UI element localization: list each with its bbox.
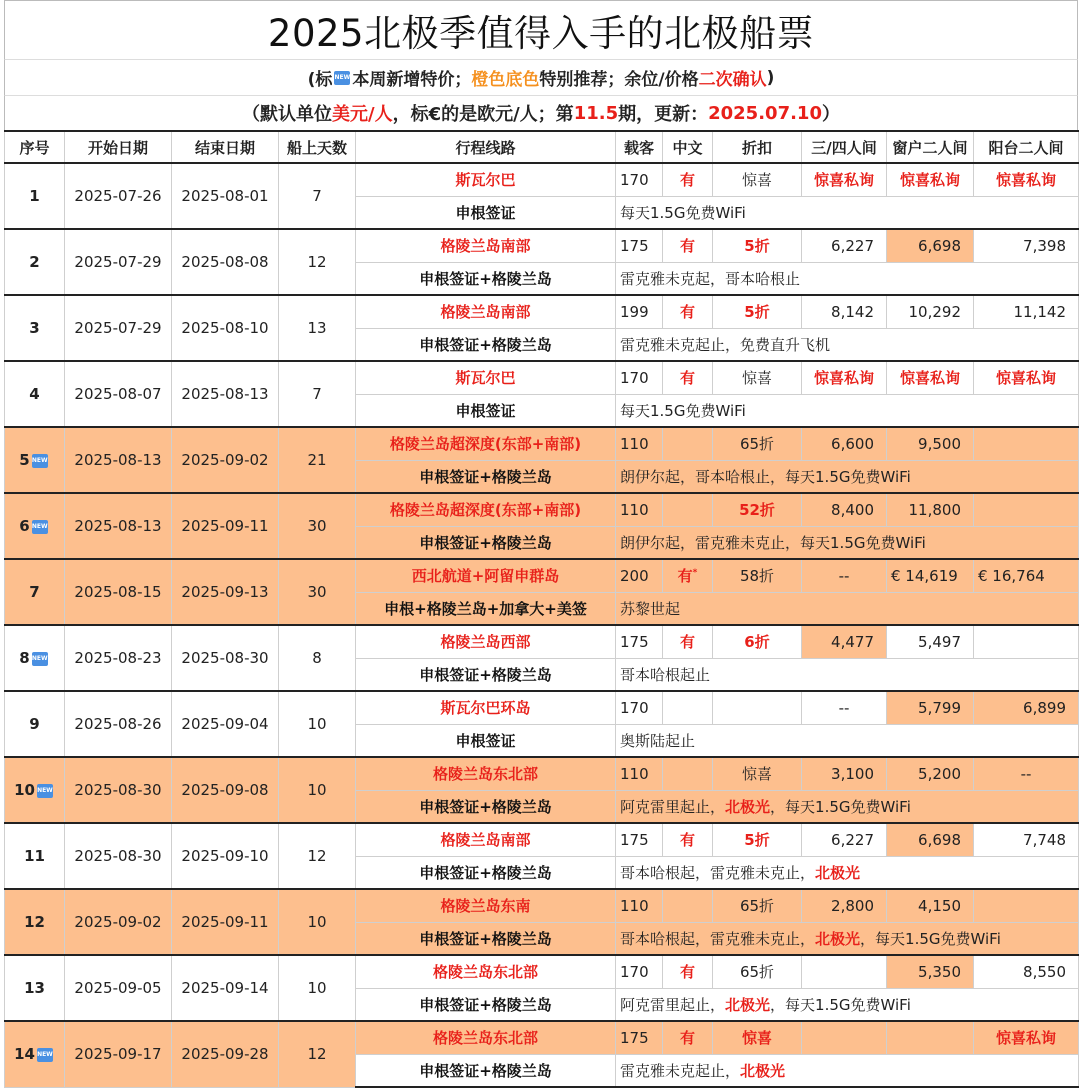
price-p34: 8,400: [802, 493, 887, 526]
price-p34: --: [802, 559, 887, 592]
chinese-service: [663, 1021, 713, 1054]
page-title: 2025北极季值得入手的北极船票: [4, 0, 1078, 59]
start-date: 2025-08-07: [65, 361, 172, 427]
aurora-highlight: 北极光: [740, 1061, 786, 1080]
passenger-capacity: 110: [616, 757, 663, 790]
trip-note-text: 朗伊尔起，雷克雅未克止，每天1.5G免费WiFi: [620, 533, 926, 552]
chinese-service-value: 有: [679, 831, 695, 850]
discount: 5折: [713, 229, 802, 262]
new-badge-icon: NEW: [32, 652, 48, 666]
price-pbal: [974, 427, 1079, 460]
visa-requirement: 申根签证: [356, 196, 616, 229]
trip-note: [616, 856, 1079, 889]
end-date: 2025-08-13: [172, 361, 279, 427]
ship-days: 13: [279, 295, 356, 361]
ship-days: 10: [279, 955, 356, 1021]
discount: 惊喜: [713, 757, 802, 790]
price-p34: 6,600: [802, 427, 887, 460]
row-index-number: 4: [29, 385, 40, 403]
route-name: 西北航道+阿留申群岛: [356, 559, 616, 592]
chinese-service-note: *: [692, 568, 698, 579]
discount: [713, 691, 802, 724]
row-index-number: 3: [29, 319, 40, 337]
price-pwin: 6,698: [887, 823, 974, 856]
start-date: 2025-09-02: [65, 889, 172, 955]
route-name: 格陵兰岛东北部: [356, 1021, 616, 1054]
trip-note: [616, 790, 1079, 823]
legend-orange-text: 橙色底色: [471, 70, 540, 90]
price-pwin: 10,292: [887, 295, 974, 328]
price-pbal: 7,398: [974, 229, 1079, 262]
ship-days: 30: [279, 493, 356, 559]
route-name: 格陵兰岛超深度(东部+南部): [356, 427, 616, 460]
chinese-service: [663, 889, 713, 922]
price-p34: [802, 955, 887, 988]
chinese-service: [663, 691, 713, 724]
row-index: [5, 691, 65, 757]
trip-note-tail: ，每天1.5G免费WiFi: [860, 929, 1001, 948]
start-date: 2025-08-23: [65, 625, 172, 691]
chinese-service-value: 有: [679, 633, 695, 652]
chinese-service: [663, 559, 713, 592]
trip-note: [616, 658, 1079, 691]
row-index-number: 9: [29, 715, 40, 733]
passenger-capacity: 170: [616, 361, 663, 394]
table-body: [5, 163, 1079, 1087]
table-row: [5, 361, 1079, 394]
chinese-service: [663, 427, 713, 460]
chinese-service-value: 有: [679, 963, 695, 982]
new-badge-icon: NEW: [37, 784, 53, 798]
price-pbal: 7,748: [974, 823, 1079, 856]
passenger-capacity: 110: [616, 889, 663, 922]
trip-note-text: 朗伊尔起，哥本哈根止，每天1.5G免费WiFi: [620, 467, 911, 486]
aurora-highlight: 北极光: [815, 929, 861, 948]
row-index-number: 7: [29, 583, 40, 601]
row-index-number: 14: [14, 1045, 35, 1064]
passenger-capacity: 200: [616, 559, 663, 592]
chinese-service-value: 有: [679, 303, 695, 322]
end-date: 2025-09-13: [172, 559, 279, 625]
trip-note-text: 雷克雅未克起止，: [620, 1061, 741, 1080]
visa-requirement: 申根签证: [356, 724, 616, 757]
units-red-1: 美元/人: [332, 104, 393, 125]
route-name: 格陵兰岛东北部: [356, 955, 616, 988]
trip-note: [616, 592, 1079, 625]
trip-note-text: 阿克雷里起止，: [620, 995, 726, 1014]
row-index-number: 13: [24, 979, 45, 997]
table-row: [5, 427, 1079, 460]
ship-days: 7: [279, 361, 356, 427]
visa-requirement: 申根签证+格陵兰岛: [356, 856, 616, 889]
table-row: [5, 493, 1079, 526]
price-pwin: 惊喜私询: [887, 361, 974, 394]
start-date: 2025-07-29: [65, 295, 172, 361]
end-date: 2025-09-02: [172, 427, 279, 493]
end-date: 2025-09-10: [172, 823, 279, 889]
end-date: 2025-08-01: [172, 163, 279, 229]
price-pwin: € 14,619: [887, 559, 974, 592]
trip-note-text: 阿克雷里起止，: [620, 797, 726, 816]
chinese-service: [663, 757, 713, 790]
cruise-sheet: [4, 0, 1078, 1088]
price-pwin: 5,350: [887, 955, 974, 988]
trip-note: [616, 922, 1079, 955]
column-header: 三/四人间: [802, 131, 887, 163]
price-pwin: 5,200: [887, 757, 974, 790]
row-index: [5, 757, 65, 823]
visa-requirement: 申根签证+格陵兰岛: [356, 988, 616, 1021]
row-index-number: 2: [29, 253, 40, 271]
start-date: 2025-07-29: [65, 229, 172, 295]
chinese-service: [663, 163, 713, 196]
price-pbal: 惊喜私询: [974, 1021, 1079, 1054]
ship-days: 30: [279, 559, 356, 625]
trip-note-text: 哥本哈根起，雷克雅未克止，: [620, 863, 816, 882]
legend-text-a: (标: [307, 70, 333, 90]
units-text-a: （默认单位: [242, 104, 332, 125]
chinese-service-value: 有: [679, 237, 695, 256]
row-index-number: 5: [19, 451, 30, 469]
new-badge-icon: NEW: [32, 520, 48, 534]
row-index: [5, 823, 65, 889]
price-pwin: 6,698: [887, 229, 974, 262]
aurora-highlight: 北极光: [815, 863, 861, 882]
visa-requirement: 申根签证+格陵兰岛: [356, 460, 616, 493]
ship-days: 10: [279, 889, 356, 955]
discount: 6折: [713, 625, 802, 658]
row-index-number: 12: [24, 913, 45, 931]
discount: 65折: [713, 955, 802, 988]
trip-note: [616, 526, 1079, 559]
passenger-capacity: 110: [616, 493, 663, 526]
passenger-capacity: 175: [616, 1021, 663, 1054]
units-red-2: 11.5: [573, 102, 619, 124]
start-date: 2025-07-26: [65, 163, 172, 229]
end-date: 2025-09-11: [172, 493, 279, 559]
discount: 5折: [713, 295, 802, 328]
table-row: [5, 889, 1079, 922]
discount: 52折: [713, 493, 802, 526]
column-header: 窗户二人间: [887, 131, 974, 163]
chinese-service: [663, 493, 713, 526]
new-badge-icon: NEW: [32, 454, 48, 468]
table-row: [5, 1021, 1079, 1054]
price-p34: [802, 1021, 887, 1054]
visa-requirement: 申根签证+格陵兰岛: [356, 922, 616, 955]
end-date: 2025-09-14: [172, 955, 279, 1021]
ship-days: 10: [279, 691, 356, 757]
price-pbal: --: [974, 757, 1079, 790]
legend-text-b: 本周新增特价；: [352, 70, 472, 90]
route-name: 格陵兰岛西部: [356, 625, 616, 658]
row-index: [5, 229, 65, 295]
discount: 惊喜: [713, 163, 802, 196]
column-header: 序号: [5, 131, 65, 163]
row-index-number: 6: [19, 517, 30, 535]
price-pbal: 惊喜私询: [974, 163, 1079, 196]
table-row: [5, 757, 1079, 790]
table-row: [5, 955, 1079, 988]
row-index: [5, 955, 65, 1021]
ship-days: 12: [279, 1021, 356, 1087]
visa-requirement: 申根签证+格陵兰岛: [356, 790, 616, 823]
trip-note-text: 哥本哈根起，雷克雅未克止，: [620, 929, 816, 948]
passenger-capacity: 175: [616, 625, 663, 658]
new-badge-icon: NEW: [334, 71, 350, 85]
price-p34: 3,100: [802, 757, 887, 790]
trip-note-text: 雷克雅未克起，哥本哈根止: [620, 269, 801, 288]
column-header: 结束日期: [172, 131, 279, 163]
row-index: [5, 493, 65, 559]
trip-note-text: 哥本哈根起止: [620, 665, 711, 684]
price-p34: 6,227: [802, 823, 887, 856]
trip-note-text: 每天1.5G免费WiFi: [620, 401, 746, 420]
units-text-c: 期，更新：: [618, 104, 709, 125]
visa-requirement: 申根签证+格陵兰岛: [356, 1054, 616, 1087]
row-index: [5, 163, 65, 229]
aurora-highlight: 北极光: [725, 995, 771, 1014]
column-header: 阳台二人间: [974, 131, 1079, 163]
chinese-service-value: 有: [677, 567, 693, 586]
price-pwin: 4,150: [887, 889, 974, 922]
price-pbal: € 16,764: [974, 559, 1079, 592]
column-header: 中文: [663, 131, 713, 163]
end-date: 2025-09-08: [172, 757, 279, 823]
row-index: [5, 361, 65, 427]
row-index: [5, 1021, 65, 1087]
column-header: 行程线路: [356, 131, 616, 163]
passenger-capacity: 199: [616, 295, 663, 328]
trip-note-tail: ，每天1.5G免费WiFi: [770, 797, 911, 816]
visa-requirement: 申根签证+格陵兰岛: [356, 658, 616, 691]
cruise-table: [4, 130, 1079, 1088]
aurora-highlight: 北极光: [725, 797, 771, 816]
route-name: 斯瓦尔巴: [356, 163, 616, 196]
passenger-capacity: 110: [616, 427, 663, 460]
table-row: [5, 823, 1079, 856]
price-p34: 惊喜私询: [802, 361, 887, 394]
route-name: 格陵兰岛超深度(东部+南部): [356, 493, 616, 526]
table-row: [5, 625, 1079, 658]
trip-note: [616, 460, 1079, 493]
price-pbal: 6,899: [974, 691, 1079, 724]
trip-note: [616, 328, 1079, 361]
table-row: [5, 559, 1079, 592]
price-pwin: 5,497: [887, 625, 974, 658]
trip-note-text: 每天1.5G免费WiFi: [620, 203, 746, 222]
trip-note: [616, 394, 1079, 427]
trip-note: [616, 262, 1079, 295]
ship-days: 12: [279, 823, 356, 889]
ship-days: 8: [279, 625, 356, 691]
ship-days: 10: [279, 757, 356, 823]
chinese-service-value: 有: [679, 171, 695, 190]
chinese-service: [663, 229, 713, 262]
chinese-service-value: 有: [679, 369, 695, 388]
discount: 惊喜: [713, 1021, 802, 1054]
ship-days: 7: [279, 163, 356, 229]
trip-note: [616, 988, 1079, 1021]
trip-note-text: 奥斯陆起止: [620, 731, 696, 750]
row-index-number: 10: [14, 781, 35, 799]
column-header: 载客: [616, 131, 663, 163]
trip-note: [616, 1054, 1079, 1087]
price-p34: 8,142: [802, 295, 887, 328]
chinese-service: [663, 955, 713, 988]
ship-days: 12: [279, 229, 356, 295]
ship-days: 21: [279, 427, 356, 493]
price-pwin: 惊喜私询: [887, 163, 974, 196]
passenger-capacity: 175: [616, 823, 663, 856]
chinese-service: [663, 295, 713, 328]
visa-requirement: 申根签证+格陵兰岛: [356, 262, 616, 295]
row-index: [5, 559, 65, 625]
row-index: [5, 295, 65, 361]
passenger-capacity: 170: [616, 163, 663, 196]
legend-red-text: 二次确认: [698, 70, 767, 90]
trip-note: [616, 724, 1079, 757]
start-date: 2025-08-13: [65, 427, 172, 493]
trip-note-tail: ，每天1.5G免费WiFi: [770, 995, 911, 1014]
price-pbal: 11,142: [974, 295, 1079, 328]
table-row: [5, 691, 1079, 724]
start-date: 2025-08-26: [65, 691, 172, 757]
end-date: 2025-08-08: [172, 229, 279, 295]
visa-requirement: 申根签证+格陵兰岛: [356, 328, 616, 361]
discount: 65折: [713, 427, 802, 460]
legend-text-d: ): [766, 67, 775, 88]
trip-note-text: 苏黎世起: [620, 599, 681, 618]
row-index-number: 1: [29, 187, 40, 205]
subtitle-units: [4, 95, 1078, 130]
price-pbal: [974, 889, 1079, 922]
new-badge-icon: NEW: [37, 1048, 53, 1062]
passenger-capacity: 170: [616, 955, 663, 988]
price-p34: 4,477: [802, 625, 887, 658]
price-pwin: 5,799: [887, 691, 974, 724]
legend-text-c: 特别推荐；余位/价格: [539, 70, 699, 90]
start-date: 2025-08-15: [65, 559, 172, 625]
passenger-capacity: 170: [616, 691, 663, 724]
route-name: 格陵兰岛南部: [356, 295, 616, 328]
units-text-d: ）: [821, 104, 840, 125]
price-pwin: 9,500: [887, 427, 974, 460]
visa-requirement: 申根签证+格陵兰岛: [356, 526, 616, 559]
chinese-service: [663, 361, 713, 394]
discount: 65折: [713, 889, 802, 922]
price-pbal: [974, 493, 1079, 526]
price-pwin: 11,800: [887, 493, 974, 526]
visa-requirement: 申根+格陵兰岛+加拿大+美签: [356, 592, 616, 625]
price-p34: --: [802, 691, 887, 724]
route-name: 格陵兰岛东南: [356, 889, 616, 922]
column-header: 折扣: [713, 131, 802, 163]
chinese-service: [663, 625, 713, 658]
price-pbal: 8,550: [974, 955, 1079, 988]
row-index: [5, 625, 65, 691]
end-date: 2025-08-10: [172, 295, 279, 361]
row-index: [5, 889, 65, 955]
start-date: 2025-08-30: [65, 823, 172, 889]
price-pbal: [974, 625, 1079, 658]
route-name: 格陵兰岛东北部: [356, 757, 616, 790]
start-date: 2025-08-30: [65, 757, 172, 823]
start-date: 2025-09-05: [65, 955, 172, 1021]
subtitle-legend: [4, 59, 1078, 95]
start-date: 2025-08-13: [65, 493, 172, 559]
discount: 5折: [713, 823, 802, 856]
column-header: 船上天数: [279, 131, 356, 163]
discount: 惊喜: [713, 361, 802, 394]
row-index: [5, 427, 65, 493]
column-header: 开始日期: [65, 131, 172, 163]
route-name: 斯瓦尔巴: [356, 361, 616, 394]
passenger-capacity: 175: [616, 229, 663, 262]
price-p34: 2,800: [802, 889, 887, 922]
route-name: 斯瓦尔巴环岛: [356, 691, 616, 724]
trip-note: [616, 196, 1079, 229]
visa-requirement: 申根签证: [356, 394, 616, 427]
end-date: 2025-08-30: [172, 625, 279, 691]
discount: 58折: [713, 559, 802, 592]
price-pbal: 惊喜私询: [974, 361, 1079, 394]
start-date: 2025-09-17: [65, 1021, 172, 1087]
chinese-service-value: 有: [679, 1029, 695, 1048]
table-row: [5, 295, 1079, 328]
table-row: [5, 229, 1079, 262]
units-red-3: 2025.07.10: [708, 102, 822, 124]
row-index-number: 11: [24, 847, 45, 865]
price-pwin: [887, 1021, 974, 1054]
end-date: 2025-09-11: [172, 889, 279, 955]
price-p34: 6,227: [802, 229, 887, 262]
row-index-number: 8: [19, 649, 30, 667]
price-p34: 惊喜私询: [802, 163, 887, 196]
end-date: 2025-09-28: [172, 1021, 279, 1087]
chinese-service: [663, 823, 713, 856]
units-text-b: ，标€的是欧元/人；第: [392, 104, 574, 125]
route-name: 格陵兰岛南部: [356, 823, 616, 856]
trip-note-text: 雷克雅未克起止，免费直升飞机: [620, 335, 831, 354]
route-name: 格陵兰岛南部: [356, 229, 616, 262]
table-row: [5, 163, 1079, 196]
table-header-row: [5, 131, 1079, 163]
end-date: 2025-09-04: [172, 691, 279, 757]
